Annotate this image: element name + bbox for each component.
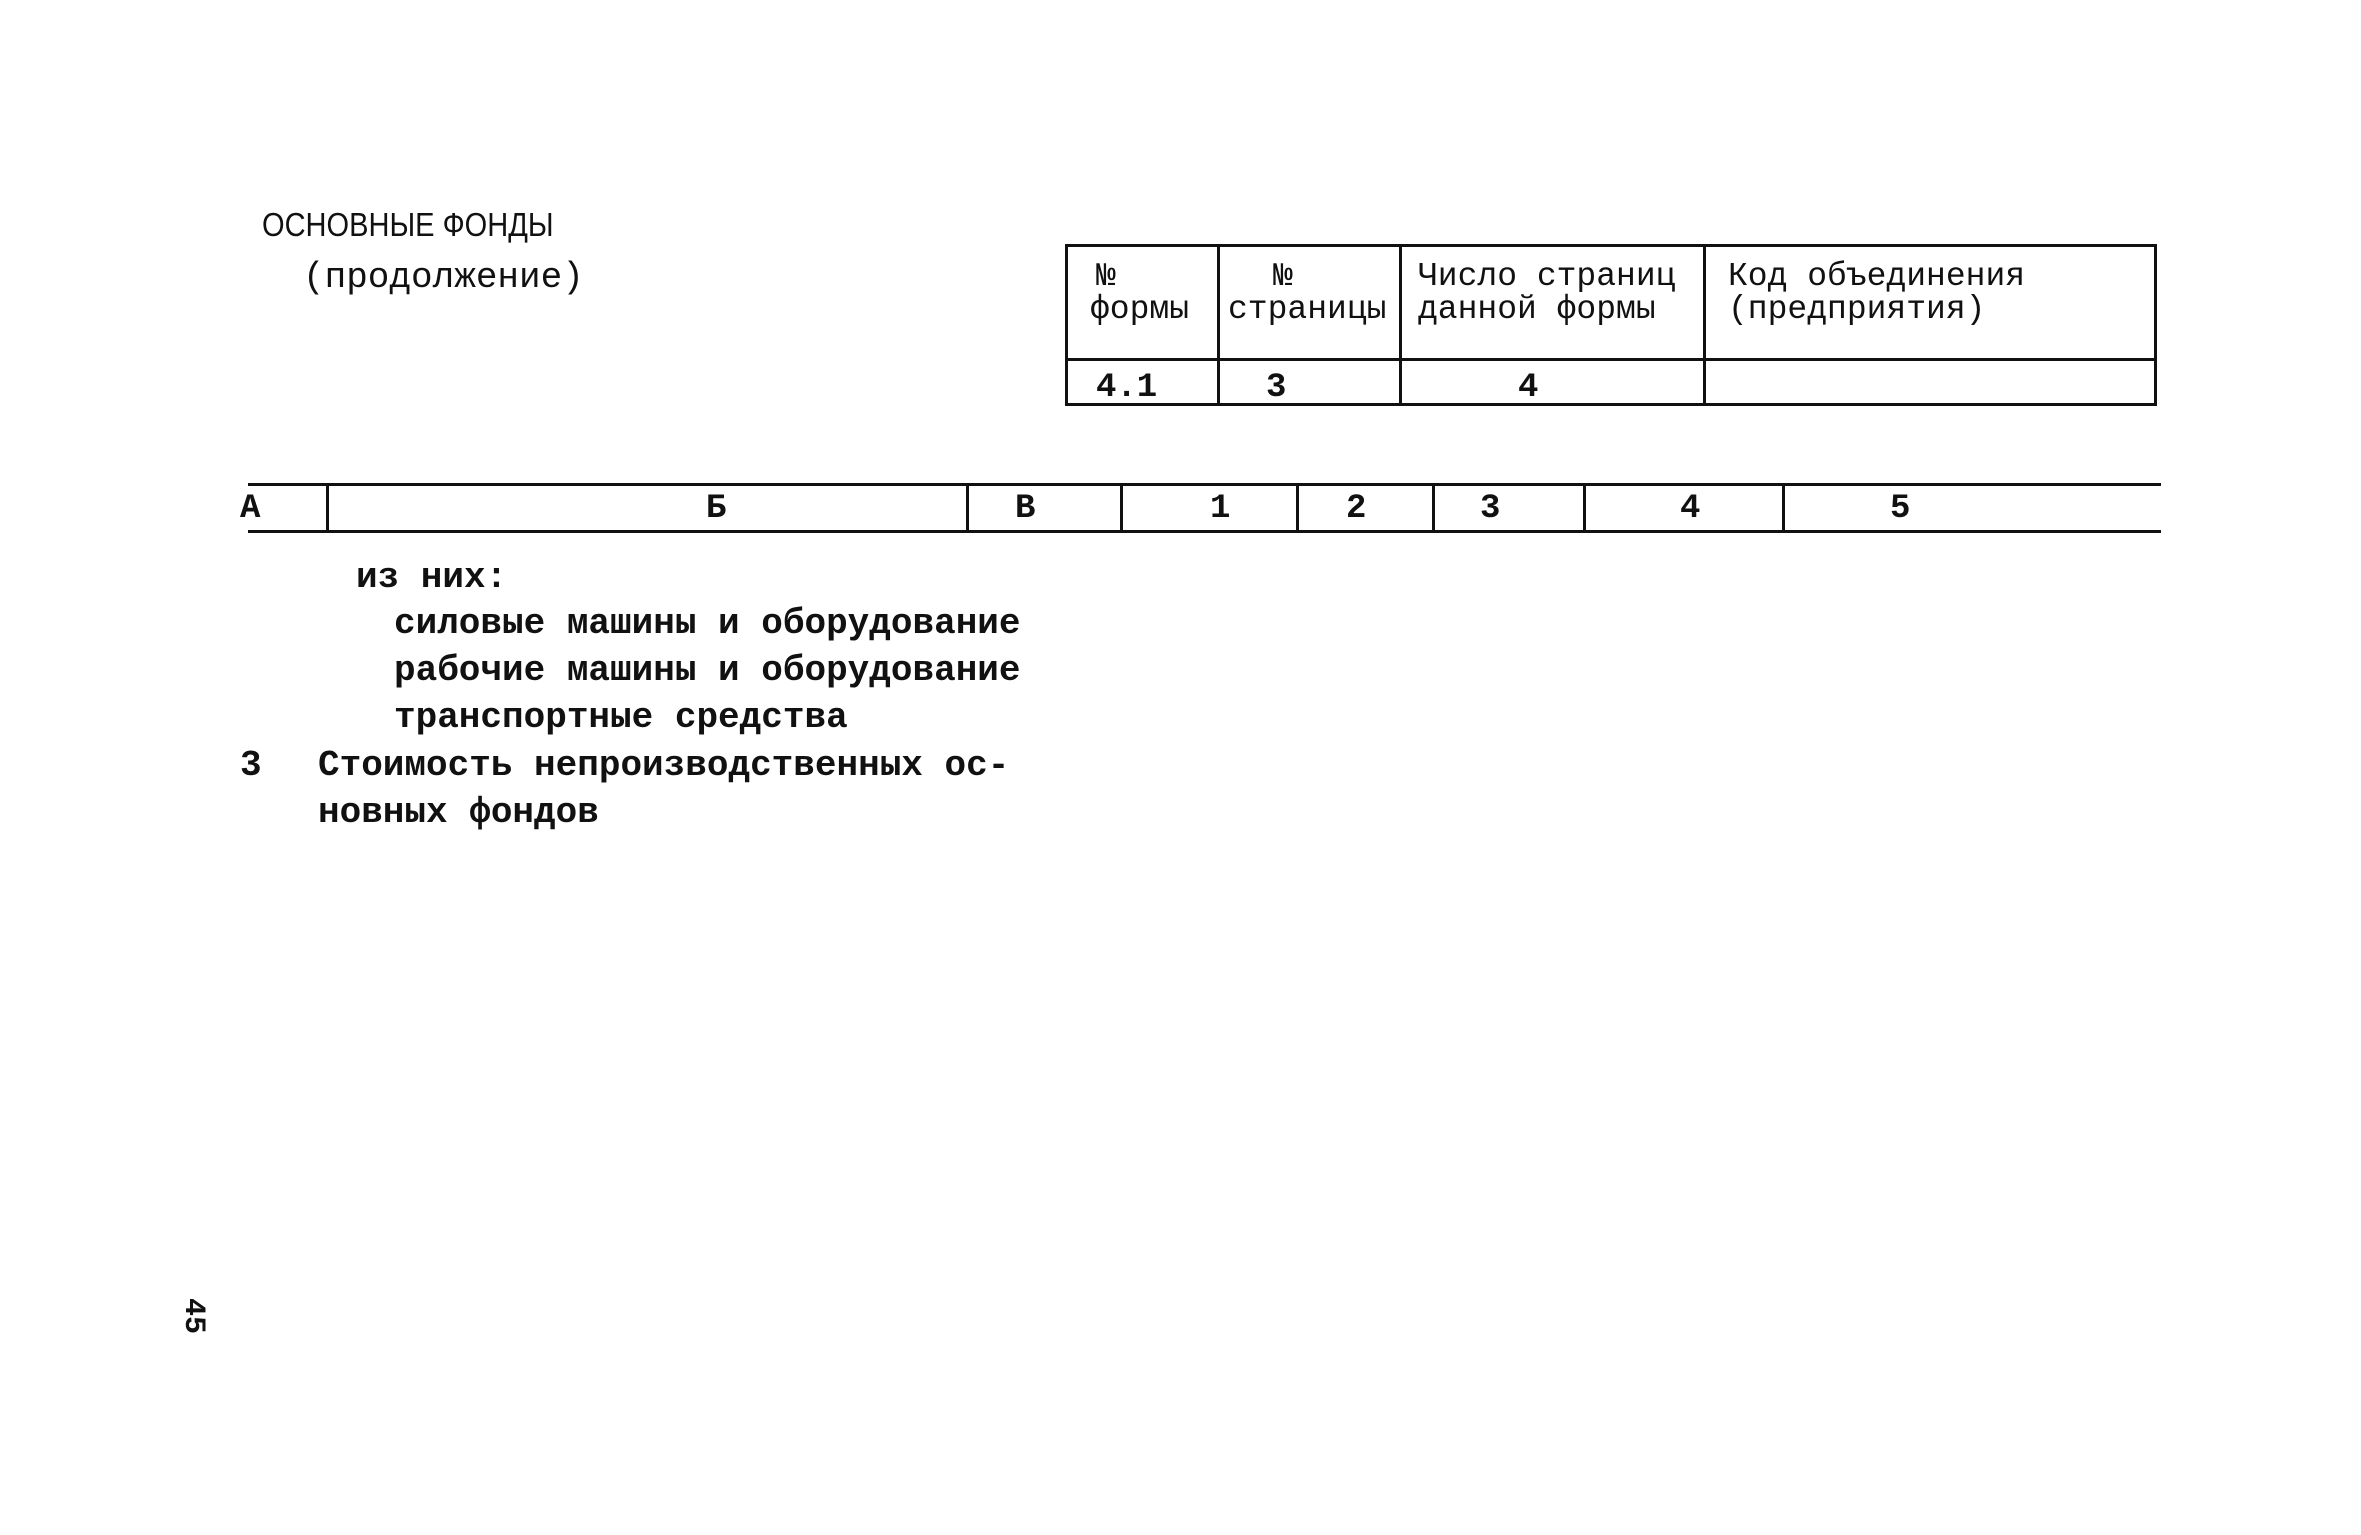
form-box-separator <box>1399 247 1402 403</box>
column-separator <box>966 486 969 532</box>
column-separator <box>1296 486 1299 532</box>
form-info-box <box>1065 244 2157 406</box>
list-item-power-machines: силовые машины и оборудование <box>394 603 1021 644</box>
column-label-b: Б <box>706 490 727 528</box>
row-3-number: 3 <box>240 745 262 786</box>
form-box-separator <box>1217 247 1220 403</box>
column-separator <box>1583 486 1586 532</box>
column-label-5: 5 <box>1890 490 1911 528</box>
of-them-label: из них: <box>356 557 508 598</box>
page-number-sign: № <box>1273 258 1293 295</box>
page-number-label: страницы <box>1228 291 1387 328</box>
form-box-divider <box>1068 358 2154 361</box>
column-separator <box>326 486 329 532</box>
row-3-text-line-1: Стоимость непроизводственных ос- <box>318 745 1010 786</box>
pages-count-value: 4 <box>1518 369 1539 407</box>
column-separator <box>1782 486 1785 532</box>
form-box-separator <box>1703 247 1706 403</box>
column-bar-top-rule <box>248 483 2161 486</box>
column-label-3: 3 <box>1480 490 1501 528</box>
column-label-2: 2 <box>1346 490 1367 528</box>
page-subtitle: (продолжение) <box>303 257 584 298</box>
pages-count-label: Число страниц <box>1418 258 1676 295</box>
list-item-vehicles: транспортные средства <box>394 697 848 738</box>
enterprise-code-label-2: (предприятия) <box>1728 291 1986 328</box>
column-separator <box>1120 486 1123 532</box>
form-number-sign: № <box>1096 258 1116 295</box>
pages-count-label-2: данной формы <box>1418 291 1656 328</box>
column-bar-bottom-rule <box>248 530 2161 533</box>
row-3-text-line-2: новных фондов <box>318 792 599 833</box>
column-label-4: 4 <box>1680 490 1701 528</box>
column-label-1: 1 <box>1210 490 1231 528</box>
page-number: 45 <box>176 1298 210 1335</box>
page-title: ОСНОВНЫЕ ФОНДЫ <box>262 206 554 243</box>
column-label-v: В <box>1015 490 1036 528</box>
column-separator <box>1432 486 1435 532</box>
list-item-working-machines: рабочие машины и оборудование <box>394 650 1021 691</box>
form-number-label: формы <box>1090 291 1190 328</box>
column-label-a: А <box>240 490 261 528</box>
page-number-value: 3 <box>1266 369 1287 407</box>
enterprise-code-label: Код объединения <box>1728 258 2026 295</box>
form-number-value: 4.1 <box>1096 369 1158 407</box>
